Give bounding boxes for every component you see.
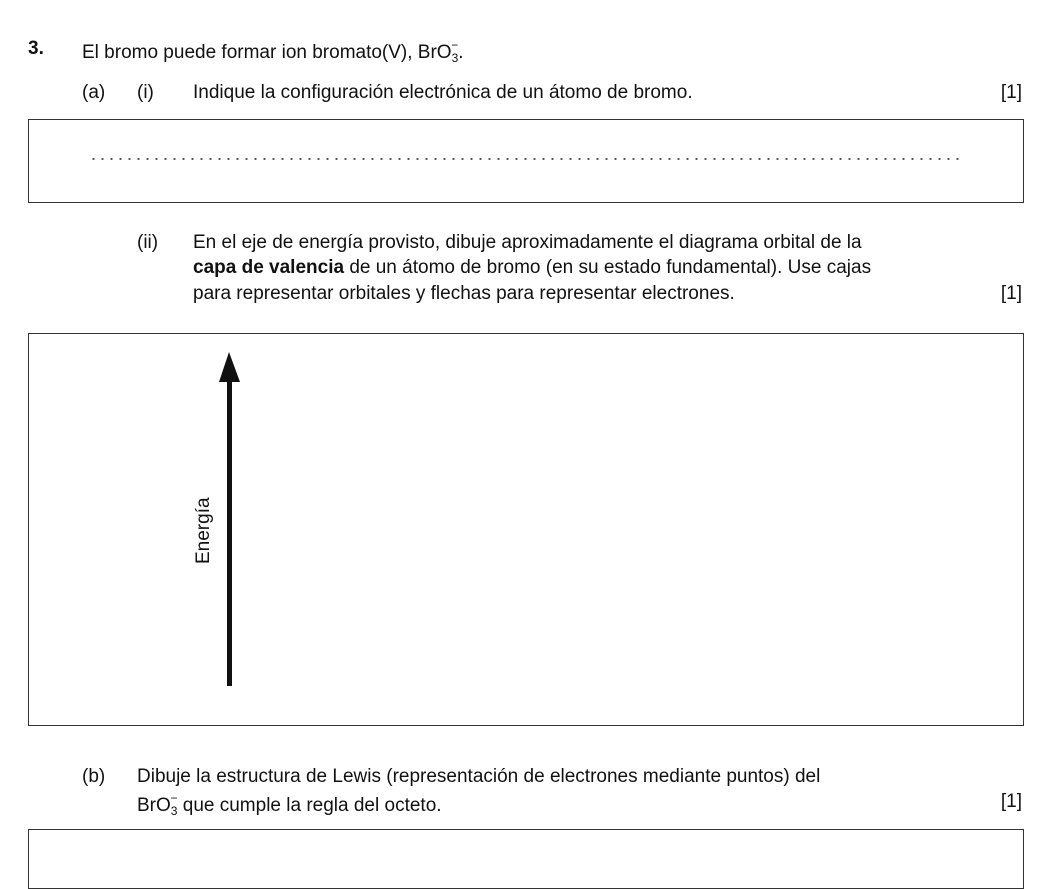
- part-b-marks: [1]: [1000, 791, 1022, 812]
- part-b-line2: BrO$_3$− que cumple la regla del octeto.: [137, 791, 442, 818]
- part-a-ii-line2: capa de valencia de un átomo de bromo (en su estado fundamental). Use cajas: [193, 257, 872, 278]
- part-a-i-text: Indique la configuración electrónica de un átomo de bromo.: [193, 82, 693, 103]
- answer-box-a-ii[interactable]: [28, 333, 1024, 726]
- part-b-label: (b): [82, 766, 106, 787]
- part-a-label: (a): [82, 82, 106, 103]
- part-a-ii-label: (ii): [137, 232, 159, 253]
- answer-box-a-i[interactable]: [28, 119, 1024, 203]
- page-top-rule: [490, 0, 1062, 4]
- part-a-i-marks: [1]: [1000, 82, 1022, 103]
- question-number: 3.: [28, 38, 44, 59]
- part-a-ii-line1: En el eje de energía provisto, dibuje aproximadamente el diagrama orbital de la: [193, 232, 862, 253]
- part-a-ii-marks: [1]: [1000, 283, 1022, 304]
- part-a-ii-line3: para representar orbitales y flechas para representar electrones.: [193, 283, 735, 304]
- question-intro: El bromo puede formar ion bromato(V), BrO$_3$−.: [82, 38, 464, 65]
- energy-axis: [216, 352, 246, 688]
- part-b-line1: Dibuje la estructura de Lewis (representación de electrones mediante puntos) del: [137, 766, 821, 787]
- energy-axis-label: Energía: [193, 497, 214, 564]
- answer-box-b[interactable]: [28, 829, 1024, 889]
- energy-axis-arrowhead: [219, 352, 240, 382]
- answer-dotted-line: [89, 158, 963, 160]
- part-a-i-label: (i): [137, 82, 154, 103]
- energy-axis-line: [227, 380, 232, 686]
